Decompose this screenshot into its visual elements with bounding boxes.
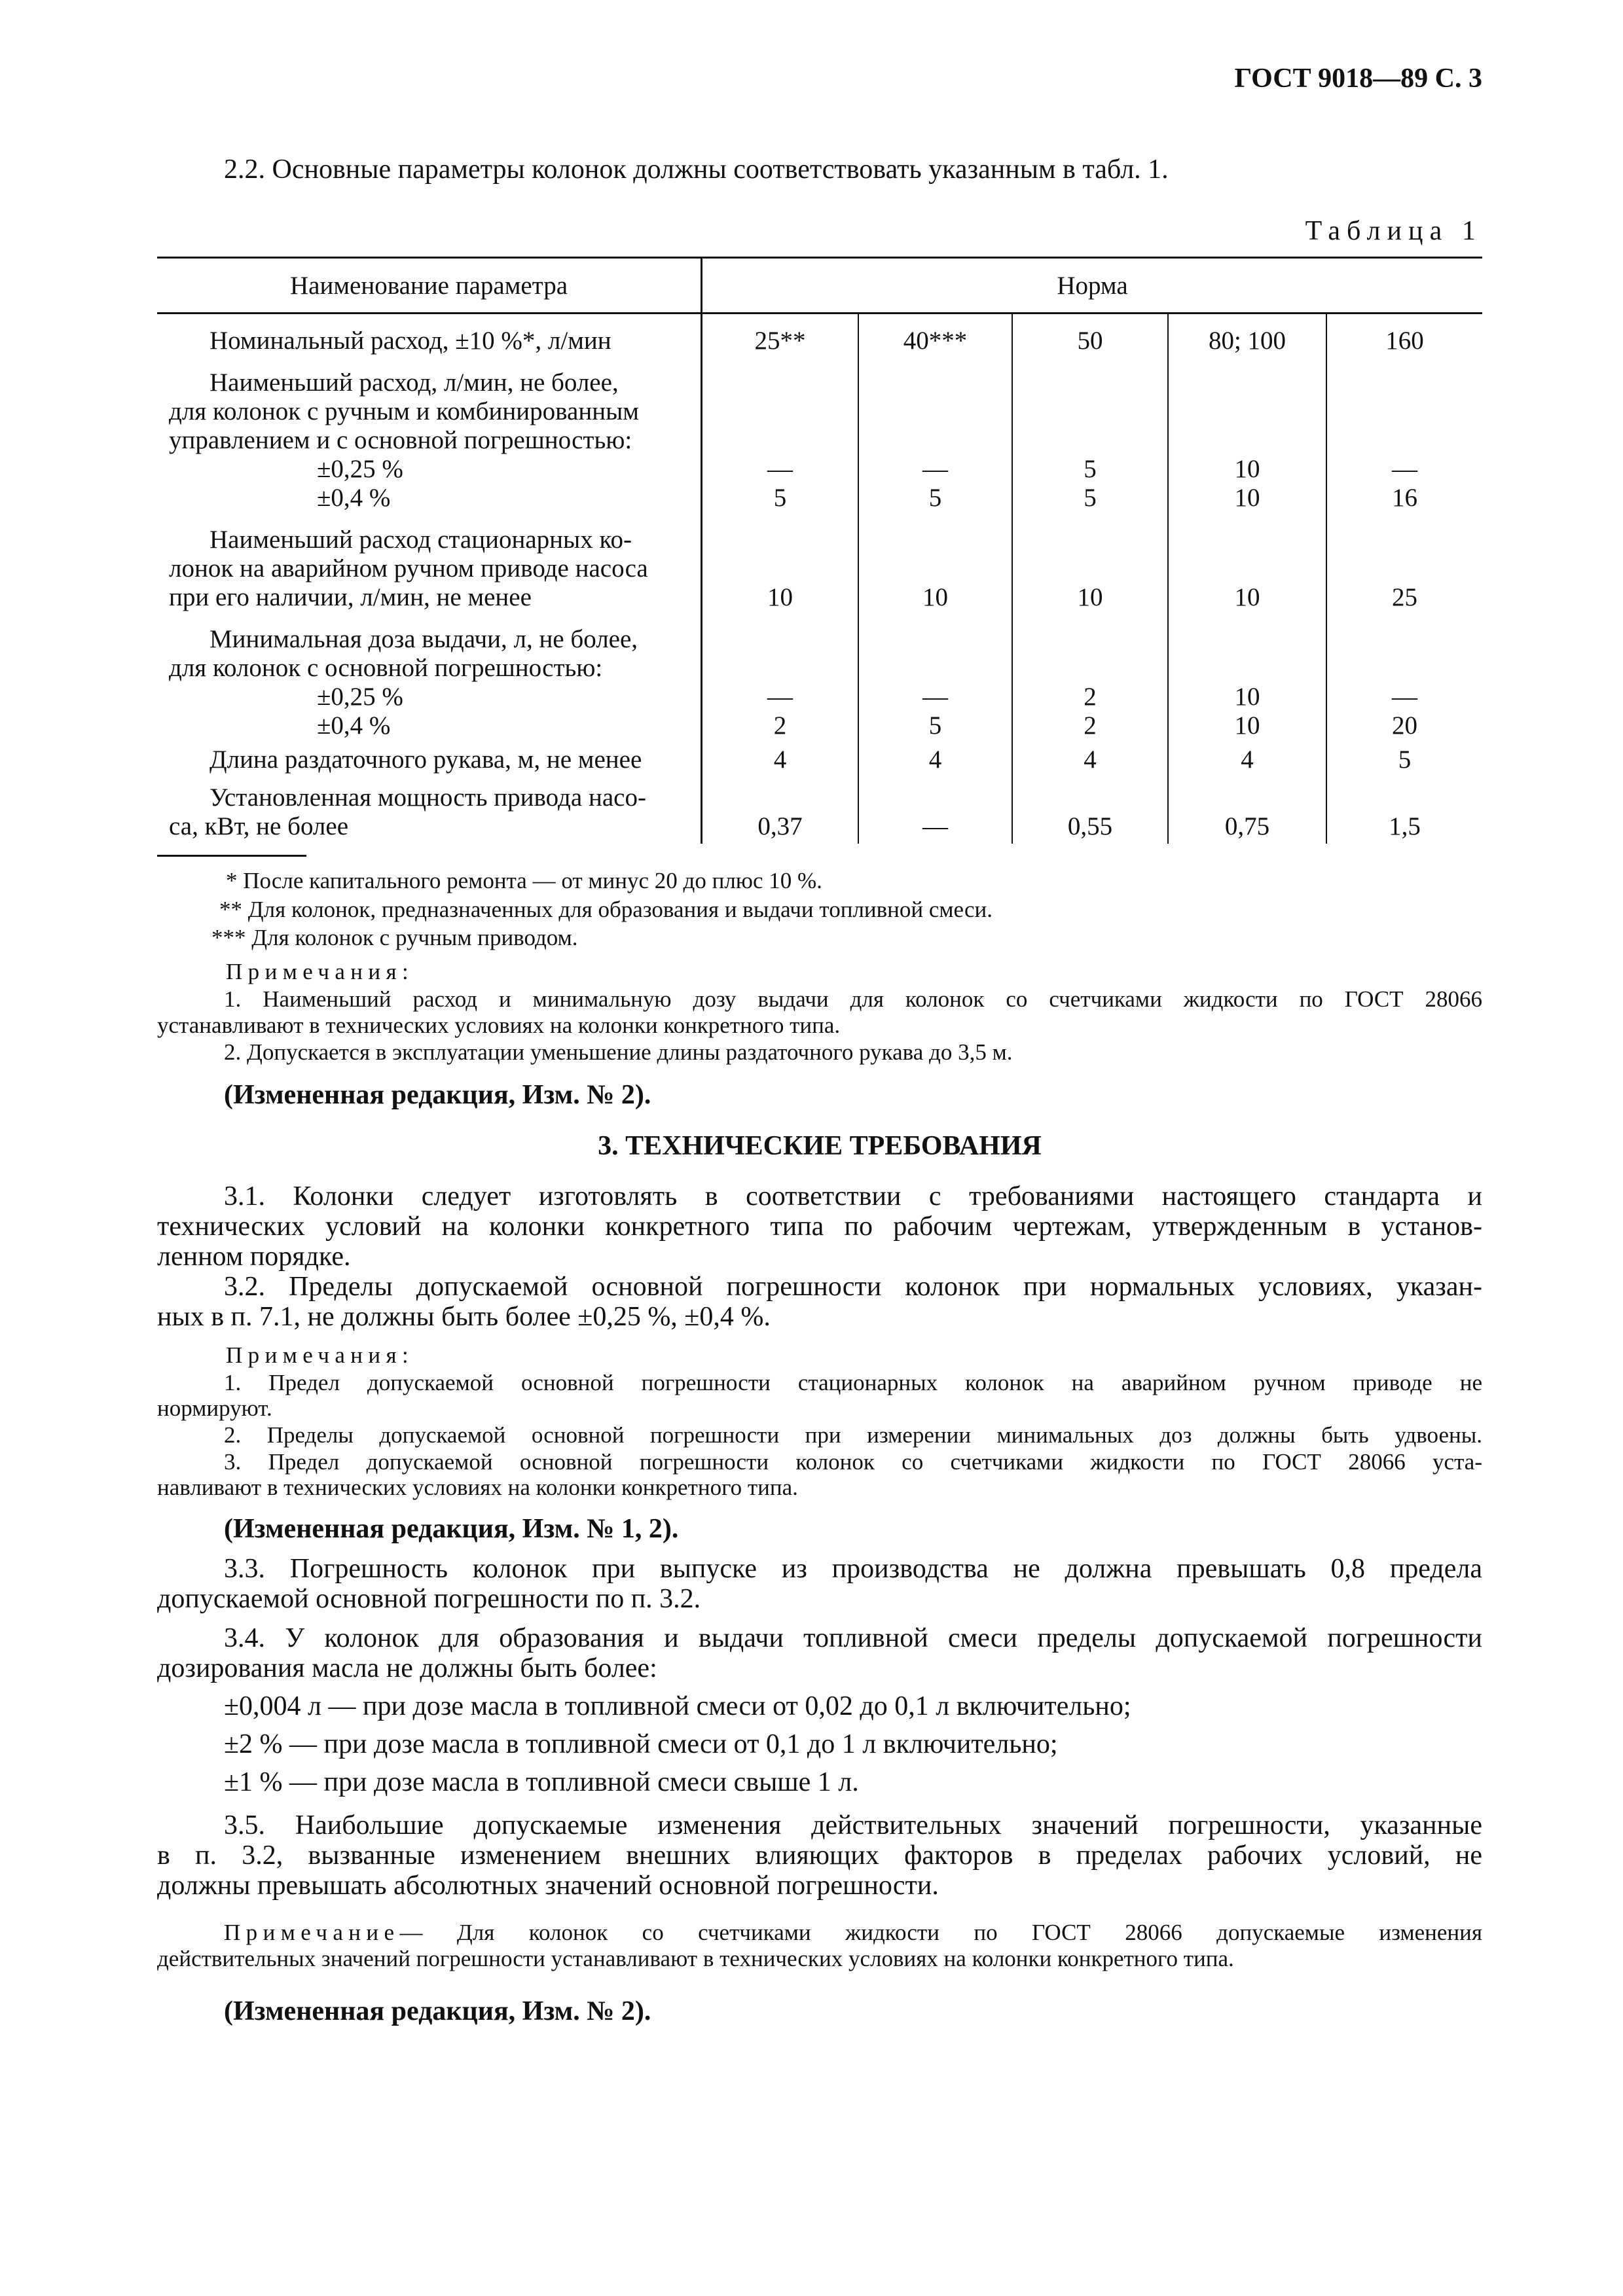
table-cell: 10 — [1234, 683, 1260, 711]
note-item: 2. Допускается в эксплуатации уменьшение длины раздаточного рукава до 3,5 м. — [224, 1039, 1013, 1065]
table-row-param: Наименьший расход, л/мин, не более, — [210, 368, 619, 397]
table-cell: 50 — [1077, 327, 1103, 355]
notes-title: Примечания: — [226, 959, 414, 984]
amendment-note: (Измененная редакция, Изм. № 2). — [224, 1080, 651, 1110]
table-cell: 5 — [1084, 484, 1097, 512]
footnote-separator — [157, 855, 306, 857]
paragraph-3-1: технических условий на колонки конкретного типа по рабочим чертежам, утвержденным в установ- — [157, 1211, 1482, 1242]
paragraph-3-2: 3.2. Пределы допускаемой основной погрешности колонок при нормальных условиях, указан- — [224, 1272, 1482, 1302]
paragraph-3-5: в п. 3.2, вызванные изменением внешних влияющих факторов в пределах рабочих условий, не — [157, 1840, 1482, 1871]
table-row-param: ±0,25 % — [317, 683, 403, 711]
table-cell: 10 — [1234, 484, 1260, 512]
note-item: навливают в технических условиях на колонки конкретного типа. — [157, 1475, 798, 1500]
paragraph-3-3: допускаемой основной погрешности по п. 3.2. — [157, 1584, 701, 1614]
note-item: нормируют. — [157, 1395, 272, 1421]
paragraph-3-2: ных в п. 7.1, не должны быть более ±0,25 %, ±0,4 %. — [157, 1302, 771, 1332]
table-cell: 2 — [1084, 711, 1097, 740]
table-cell: 10 — [1234, 455, 1260, 483]
paragraph-3-4: 3.4. У колонок для образования и выдачи топливной смеси пределы допускаемой погрешности — [224, 1623, 1482, 1653]
table-cell: 5 — [928, 711, 942, 740]
footnote: *** Для колонок с ручным приводом. — [211, 925, 578, 950]
note-item: 1. Наименьший расход и минимальную дозу выдачи для колонок со счетчиками жидкости по ГОСТ 28066 — [224, 986, 1482, 1012]
table-cell: 16 — [1392, 484, 1417, 512]
table-row-param: ±0,4 % — [317, 711, 391, 740]
table-cell: — — [922, 455, 948, 483]
note-item — [224, 1920, 1482, 1945]
paragraph-3-1: ленном порядке. — [157, 1242, 351, 1272]
table-cell: 4 — [1084, 745, 1097, 774]
table-cell: — — [922, 683, 948, 711]
table-row-param: Номинальный расход, ±10 %*, л/мин — [210, 327, 611, 355]
note-text: — Для колонок со счетчиками жидкости по ГОСТ 28066 допускаемые изменения — [399, 1920, 1482, 1945]
table-cell: 25** — [754, 327, 806, 355]
running-header: ГОСТ 9018—89 С. 3 — [1234, 63, 1482, 94]
paragraph-3-5: должны превышать абсолютных значений основной погрешности. — [157, 1871, 939, 1901]
paragraph-3-4: дозирования масла не должны быть более: — [157, 1653, 657, 1683]
table-cell: 25 — [1392, 583, 1417, 611]
table-cell: 4 — [773, 745, 787, 774]
footnote: ** Для колонок, предназначенных для образования и выдачи топливной смеси. — [219, 897, 993, 922]
table-cell: 4 — [1241, 745, 1254, 774]
paragraph-2-2: 2.2. Основные параметры колонок должны соответствовать указанным в табл. 1. — [224, 154, 1169, 185]
table-cell: 5 — [1398, 745, 1412, 774]
table-cell: 5 — [928, 484, 942, 512]
table-cell: 4 — [928, 745, 942, 774]
table-cell: 1,5 — [1389, 812, 1421, 840]
table-cell: 5 — [1084, 455, 1097, 483]
table-row-param: для колонок с ручным и комбинированным — [169, 397, 639, 425]
table-cell: 10 — [1077, 583, 1103, 611]
table-caption: Таблица 1 — [1305, 216, 1482, 246]
table-row-param: Минимальная доза выдачи, л, не более, — [210, 625, 638, 653]
note-item: 1. Предел допускаемой основной погрешности стационарных колонок на аварийном ручном приводе не — [224, 1370, 1482, 1395]
table-cell: 10 — [1234, 583, 1260, 611]
amendment-note: (Измененная редакция, Изм. № 1, 2). — [224, 1514, 679, 1544]
notes-title: Примечания: — [226, 1342, 414, 1368]
table-row-param: ±0,4 % — [317, 484, 391, 512]
table-row-param: для колонок с основной погрешностью: — [169, 654, 603, 682]
note-item: 3. Предел допускаемой основной погрешности колонок со счетчиками жидкости по ГОСТ 28066 уста- — [224, 1449, 1482, 1475]
table-cell: 80; 100 — [1208, 327, 1286, 355]
table-cell: — — [922, 812, 948, 840]
table-row-param: Длина раздаточного рукава, м, не менее — [210, 745, 642, 774]
table-cell: 10 — [767, 583, 793, 611]
paragraph-3-3: 3.3. Погрешность колонок при выпуске из производства не должна превышать 0,8 предела — [224, 1554, 1482, 1584]
section-title: 3. ТЕХНИЧЕСКИЕ ТРЕБОВАНИЯ — [598, 1131, 1042, 1161]
table-cell: — — [1392, 455, 1417, 483]
note-item: устанавливают в технических условиях на колонки конкретного типа. — [157, 1013, 841, 1038]
table-cell: 0,75 — [1224, 812, 1270, 840]
note-item: действительных значений погрешности устанавливают в технических условиях на колонки конкретного типа. — [157, 1946, 1234, 1971]
table-header-norm: Норма — [1057, 272, 1128, 300]
table-cell: 10 — [1234, 711, 1260, 740]
paragraph-3-5: 3.5. Наибольшие допускаемые изменения действительных значений погрешности, указанные — [224, 1810, 1482, 1840]
amendment-note: (Измененная редакция, Изм. № 2). — [224, 1996, 651, 2026]
table-row-param: управлением и с основной погрешностью: — [169, 426, 632, 454]
note-item: 2. Пределы допускаемой основной погрешности при измерении минимальных доз должны быть удвоены. — [224, 1422, 1482, 1448]
table-row-param: ±0,25 % — [317, 455, 403, 483]
table-row-param: лонок на аварийном ручном приводе насоса — [169, 554, 648, 583]
table-row-param: Установленная мощность привода насо- — [210, 783, 646, 812]
table-cell: 40*** — [903, 327, 968, 355]
table-cell: — — [767, 455, 793, 483]
list-item: ±2 % — при дозе масла в топливной смеси от 0,1 до 1 л включительно; — [224, 1729, 1058, 1759]
list-item: ±1 % — при дозе масла в топливной смеси свыше 1 л. — [224, 1767, 859, 1797]
table-cell: 0,55 — [1067, 812, 1113, 840]
table-cell: 10 — [922, 583, 948, 611]
table-cell: 2 — [1084, 683, 1097, 711]
note-label: Примечание — [224, 1920, 400, 1945]
table-cell: — — [1392, 683, 1417, 711]
table-row-param: са, кВт, не более — [169, 812, 349, 840]
table-header-param: Наименование параметра — [289, 272, 568, 300]
table-row-param: Наименьший расход стационарных ко- — [210, 526, 632, 554]
table-row-param: при его наличии, л/мин, не менее — [169, 583, 532, 611]
table-cell: 20 — [1392, 711, 1417, 740]
table-cell: — — [767, 683, 793, 711]
footnote: * После капитального ремонта — от минус 20 до плюс 10 %. — [226, 868, 822, 893]
table-cell: 160 — [1385, 327, 1424, 355]
table-top-rule — [157, 257, 1482, 259]
list-item: ±0,004 л — при дозе масла в топливной смеси от 0,02 до 0,1 л включительно; — [224, 1691, 1131, 1721]
table-header-rule — [157, 312, 1482, 314]
table-cell: 0,37 — [757, 812, 803, 840]
paragraph-3-1: 3.1. Колонки следует изготовлять в соответствии с требованиями настоящего стандарта и — [224, 1181, 1482, 1211]
table-cell: 2 — [773, 711, 787, 740]
table-cell: 5 — [773, 484, 787, 512]
